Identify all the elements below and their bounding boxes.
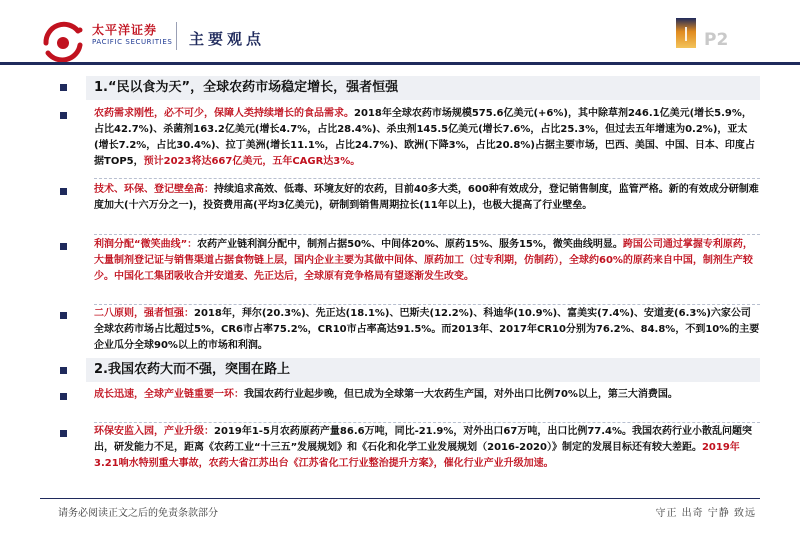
footer-disclaimer: 请务必阅读正文之后的免责条款部分 <box>58 508 218 519</box>
brand-name-en: PACIFIC SECURITIES <box>92 38 173 46</box>
paragraph-separator <box>94 234 760 235</box>
pacific-securities-logo-icon <box>40 19 88 63</box>
highlight-text: 利润分配“微笑曲线”： <box>94 239 198 250</box>
paragraph-market-demand <box>94 106 760 170</box>
paragraph-smile-curve <box>94 237 760 285</box>
footer-rule <box>40 498 760 499</box>
paragraph-bullet <box>60 393 67 400</box>
body-text: 2018年，拜尔(20.3%)、先正达(18.1%)、巴斯夫(12.2%)、科迪华(10.9%)、富美实(7.4%)、安道麦(6.3%)六家公司全球农药市场占比超过5%，CR6市占率75.2%，CR10市占率高达91.5%。而2013年、2017年CR10分别为76.2%、84.8%，不到10%的主要企业瓜分全球90%以上的市场和利润。 <box>94 308 760 351</box>
footer-motto: 守正 出奇 宁静 致远 <box>655 508 756 519</box>
header-rule <box>0 62 800 65</box>
paragraph-bullet <box>60 112 67 119</box>
highlight-text: 2019年3.21响水特别重大事故，农药大省江苏出台《江苏省化工行业整治提升方案》，催化行业产业升级加速。 <box>94 442 740 469</box>
highlight-text: 环保安监入园，产业升级： <box>94 426 214 437</box>
paragraph-barriers <box>94 182 760 214</box>
body-text: 持续追求高效、低毒、环境友好的农药，目前40多大类，600种有效成分，登记销售制度，监管严格。新的有效成分研制难度加大(十六万分之一)，投资费用高(平均3亿美元)，研制到销售周期拉长(11年以上)，也极大提高了行业壁垒。 <box>94 184 759 211</box>
paragraph-separator <box>94 304 760 305</box>
highlight-text: 技术、环保、登记壁垒高： <box>94 184 214 195</box>
brand-name-cn: 太平洋证券 <box>92 23 158 37</box>
body-text: 农药产业链利润分配中，制剂占据50%、中间体20%、原药15%、服务15%，微笑曲线明显。 <box>197 239 623 250</box>
highlight-text: 二八原则，强者恒强： <box>94 308 194 319</box>
page-header <box>0 0 800 62</box>
paragraph-bullet <box>60 312 67 319</box>
paragraph-separator <box>94 422 760 423</box>
body-text: 我国农药行业起步晚，但已成为全球第一大农药生产国，对外出口比例70%以上，第三大消费国。 <box>244 389 678 400</box>
highlight-text: 跨国公司通过掌握专利原药，大量制剂登记证与销售渠道占据食物链上层，国内企业主要为其做中间体、原药加工（过专利期，仿制药），全球约60%的原药来自中国，制剂生产较少。中国化工集团吸收合并安道麦、先正达后，全球原有竞争格局有望逐渐发生改变。 <box>94 239 753 282</box>
section-heading-1: 1.“民以食为天”，全球农药市场稳定增长，强者恒强 <box>86 76 760 100</box>
paragraph-concentration <box>94 306 760 354</box>
highlight-text: 预计2023将达667亿美元，五年CAGR达3%。 <box>143 156 361 167</box>
page-title: 主要观点 <box>189 30 266 48</box>
section-heading-2: 2.我国农药大而不强，突围在路上 <box>86 358 760 382</box>
paragraph-upgrade <box>94 424 760 472</box>
highlight-text: 成长迅速，全球产业链重要一环： <box>94 389 244 400</box>
paragraph-bullet <box>60 188 67 195</box>
body-text: 2018年全球农药市场规模575.6亿美元(+6%)，其中除草剂246.1亿美元(增长5.9%，占比42.7%)、杀菌剂163.2亿美元(增长4.7%，占比28.4%)、杀虫剂145.5亿美元(增长7.6%，占比25.3%，但过去五年增速为0.2%)，亚太(增长7.2%，占比30.4%)、拉丁美洲(增长11.1%，占比24.7%)、欧洲(下降3%，占比20.8%)占据主要市场，巴西、美国、中国、日本、印度占据TOP5， <box>94 108 755 167</box>
page-number: P2 <box>704 30 729 50</box>
header-divider <box>176 22 177 50</box>
paragraph-separator <box>94 178 760 179</box>
body-text: 2019年1-5月农药原药产量86.6万吨，同比-21.9%，对外出口67万吨，出口比例77.4%。我国农药行业小散乱问题突出，研发能力不足，距离《农药工业“十三五”发展规划》和《石化和化学工业发展规划（2016-2020）》制定的发展目标还有较大差距。 <box>94 426 753 453</box>
gradient-badge-icon <box>676 18 696 48</box>
section-bullet <box>60 367 67 374</box>
paragraph-growth <box>94 387 760 403</box>
paragraph-bullet <box>60 243 67 250</box>
section-bullet <box>60 84 67 91</box>
paragraph-bullet <box>60 430 67 437</box>
highlight-text: 农药需求刚性，必不可少，保障人类持续增长的食品需求。 <box>94 108 354 119</box>
